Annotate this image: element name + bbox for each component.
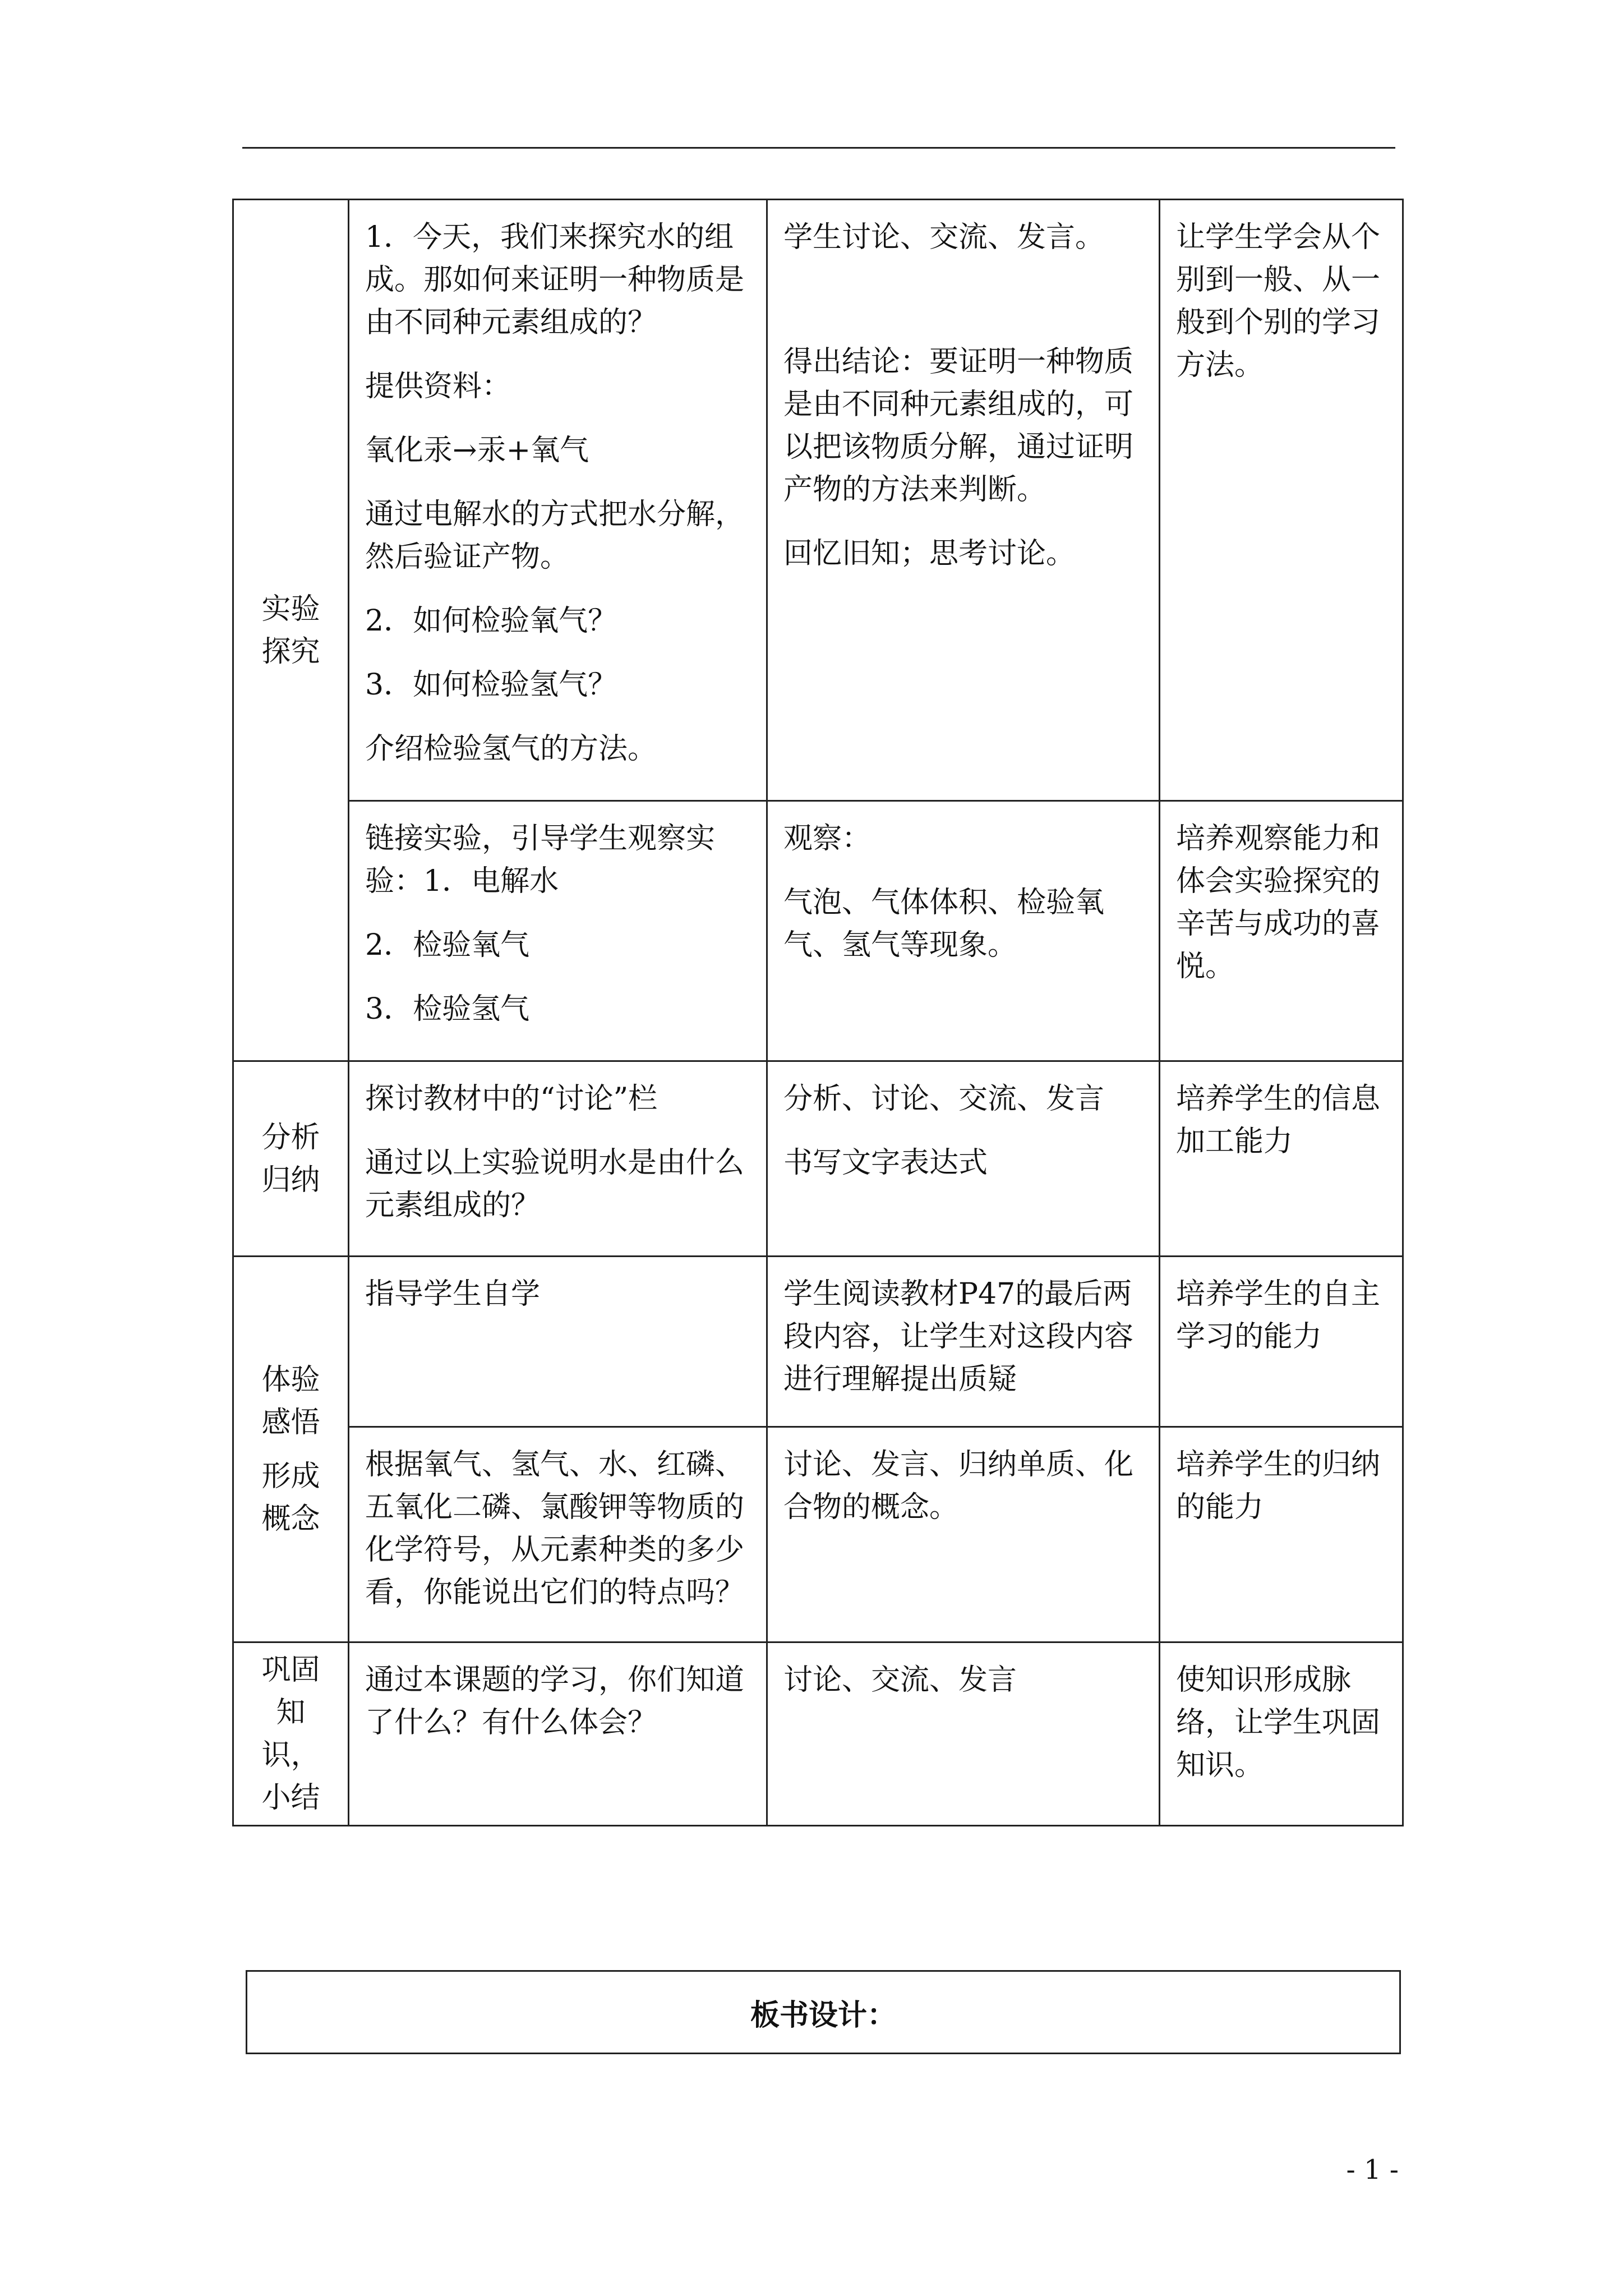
teacher-text: 指导学生自学: [365, 1277, 541, 1311]
teacher-text: 3．检验氢气: [365, 992, 530, 1026]
purpose-cell: [1160, 1642, 1403, 1826]
purpose-cell: [1160, 801, 1403, 1061]
teacher-text: 通过本课题的学习，你们知道了什么？有什么体会？: [365, 1663, 745, 1740]
teacher-activity-cell: [349, 1061, 767, 1257]
purpose-text: 培养观察能力和体会实验探究的辛苦与成功的喜悦。: [1176, 822, 1381, 983]
purpose-text: 让学生学会从个别到一般、从一般到个别的学习方法。: [1176, 220, 1381, 382]
teacher-text: 1．今天，我们来探究水的组成。那如何来证明一种物质是由不同种元素组成的？: [365, 220, 745, 339]
purpose-cell: [1160, 1427, 1403, 1642]
purpose-text: 培养学生的自主学习的能力: [1176, 1277, 1381, 1354]
table-row: [233, 1642, 1403, 1826]
purpose-text: 使知识形成脉络，让学生巩固知识。: [1176, 1663, 1381, 1782]
student-text: 回忆旧知；思考讨论。: [783, 537, 1076, 570]
student-text: 观察：: [783, 822, 872, 855]
board-design-box: [246, 1970, 1401, 2054]
stage-label: 形成概念: [261, 1459, 320, 1536]
teacher-text: 氧化汞→汞+氧气: [365, 434, 589, 467]
table-row: [233, 200, 1403, 801]
teacher-text: 2．如何检验氧气？: [365, 604, 617, 638]
table-row: [233, 1257, 1403, 1427]
student-text: 得出结论：要证明一种物质是由不同种元素组成的，可以把该物质分解，通过证明产物的方法来判断。: [783, 345, 1134, 507]
student-activity-cell: [767, 200, 1160, 801]
table-row: [233, 1427, 1403, 1642]
stage-cell: [233, 1061, 349, 1257]
stage-cell: [233, 1642, 349, 1826]
table-row: [233, 801, 1403, 1061]
student-activity-cell: [767, 1427, 1160, 1642]
purpose-text: 培养学生的归纳的能力: [1176, 1448, 1381, 1524]
teacher-activity-cell: [349, 801, 767, 1061]
teacher-activity-cell: [349, 1427, 767, 1642]
stage-cell: [233, 200, 349, 1061]
purpose-cell: [1160, 1061, 1403, 1257]
page-number: - 1 -: [1346, 2154, 1399, 2185]
student-text: 学生讨论、交流、发言。: [783, 220, 1105, 254]
teacher-activity-cell: [349, 1257, 767, 1427]
teacher-text: 通过以上实验说明水是由什么元素组成的？: [365, 1146, 745, 1222]
teacher-text: 2．检验氧气: [365, 928, 530, 962]
teacher-text: 通过电解水的方式把水分解，然后验证产物。: [365, 498, 745, 574]
stage-label: 巩固知识，小结: [261, 1653, 320, 1815]
teacher-text: 提供资料：: [365, 370, 511, 403]
lesson-plan-table: [232, 199, 1404, 1826]
board-design-title: 板书设计：: [750, 1998, 896, 2032]
teacher-text: 探讨教材中的“讨论”栏: [365, 1082, 658, 1116]
student-activity-cell: [767, 1257, 1160, 1427]
table-row: [233, 1061, 1403, 1257]
purpose-text: 培养学生的信息加工能力: [1176, 1082, 1381, 1158]
student-text: 书写文字表达式: [783, 1146, 988, 1180]
student-text: 讨论、交流、发言: [783, 1663, 1017, 1697]
stage-cell: [233, 1257, 349, 1642]
teacher-activity-cell: [349, 1642, 767, 1826]
teacher-text: 介绍检验氢气的方法。: [365, 732, 657, 766]
purpose-cell: [1160, 1257, 1403, 1427]
student-activity-cell: [767, 1642, 1160, 1826]
student-text: 学生阅读教材P47的最后两段内容，让学生对这段内容进行理解提出质疑: [783, 1277, 1134, 1396]
stage-label: 实验探究: [261, 592, 320, 669]
student-activity-cell: [767, 1061, 1160, 1257]
stage-label: 分析归纳: [261, 1120, 320, 1197]
teacher-text: 3．如何检验氢气？: [365, 668, 617, 702]
student-activity-cell: [767, 801, 1160, 1061]
student-text: 气泡、气体体积、检验氧气、氢气等现象。: [783, 886, 1105, 962]
student-text: 讨论、发言、归纳单质、化合物的概念。: [783, 1448, 1134, 1524]
header-rule: [242, 147, 1395, 149]
student-text: 分析、讨论、交流、发言: [783, 1082, 1105, 1116]
teacher-text: 根据氧气、氢气、水、红磷、五氧化二磷、氯酸钾等物质的化学符号，从元素种类的多少看，你能说出它们的特点吗？: [365, 1448, 745, 1609]
purpose-cell: [1160, 200, 1403, 801]
teacher-activity-cell: [349, 200, 767, 801]
teacher-text: 链接实验，引导学生观察实验：1．电解水: [365, 822, 716, 898]
stage-label: 体验感悟: [261, 1363, 320, 1439]
